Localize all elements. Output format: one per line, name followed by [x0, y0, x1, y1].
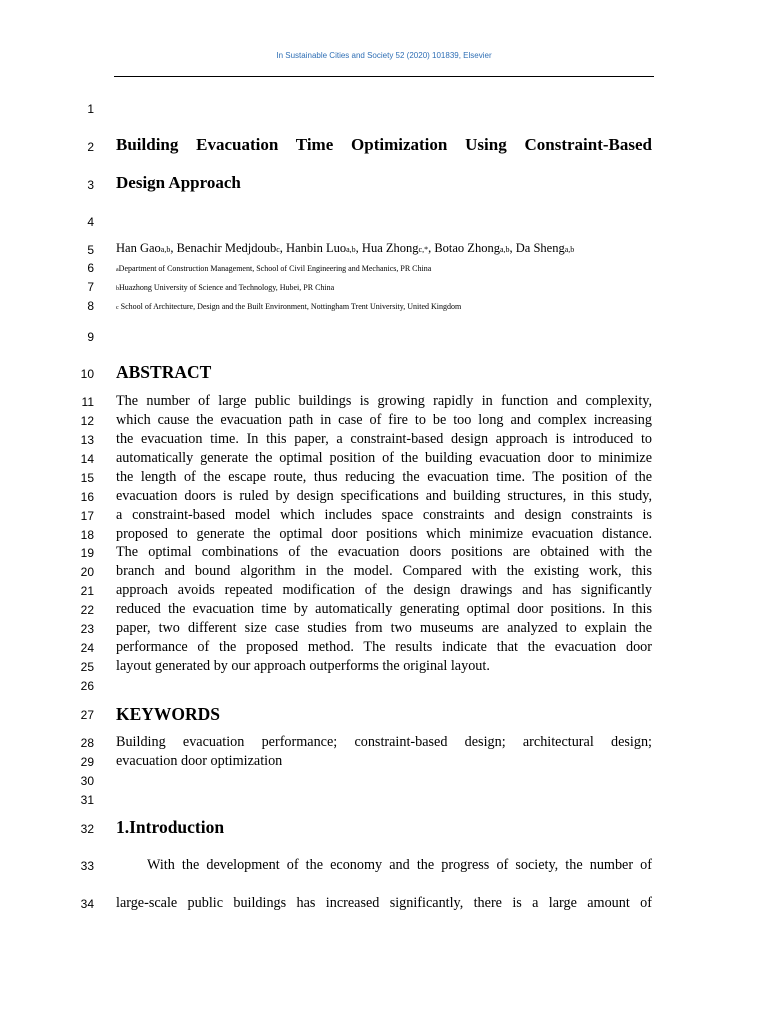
abstract-line: proposed to generate the optimal door positions which minimize evacuation distance.	[116, 526, 652, 542]
author-name: Han Gao	[116, 241, 161, 255]
author-affiliation-mark: a,b	[564, 245, 575, 254]
line-number: 31	[80, 793, 94, 807]
affiliation-text: School of Architecture, Design and the Built Environment, Nottingham Trent University, United Kingdom	[118, 302, 462, 311]
abstract-line: reduced the evacuation time by automatically generating optimal door positions. In this	[116, 601, 652, 617]
affiliation	[116, 302, 652, 311]
abstract-line: The optimal combinations of the evacuation doors positions are obtained with the	[116, 544, 652, 560]
affiliation-mark: c	[116, 305, 119, 311]
paper-title-line-1: Building Evacuation Time Optimization Using Constraint-Based	[116, 135, 652, 154]
introduction-heading: 1.Introduction	[116, 817, 225, 837]
line-number: 22	[80, 603, 94, 617]
author-separator: ,	[279, 241, 287, 255]
affiliation-text: Huazhong University of Science and Technology, Hubei, PR China	[119, 283, 335, 292]
line-number: 5	[87, 243, 94, 257]
line-number: 30	[80, 774, 94, 788]
abstract-line: paper, two different size case studies from two museums are analyzed to explain the	[116, 620, 652, 636]
affiliation-mark: a	[116, 267, 119, 273]
abstract-line: The number of large public buildings is growing rapidly in function and complexity,	[116, 393, 652, 409]
line-number: 24	[80, 641, 94, 655]
abstract-line: automatically generate the optimal position of the building evacuation door to minimize	[116, 450, 652, 466]
line-number: 17	[80, 509, 94, 523]
line-number: 18	[80, 528, 94, 542]
line-number: 21	[80, 584, 94, 598]
line-number: 26	[80, 679, 94, 693]
line-number: 8	[87, 299, 94, 313]
author-affiliation-mark: a,b	[346, 245, 356, 254]
author-affiliation-mark: c,*	[418, 245, 429, 254]
line-number: 32	[80, 822, 94, 836]
line-number: 16	[80, 490, 94, 504]
line-number: 11	[81, 395, 94, 409]
keywords-line: Building evacuation performance; constraint-based design; architectural design;	[116, 734, 652, 750]
introduction-line: With the development of the economy and the progress of society, the number of	[147, 857, 652, 873]
author-separator: ,	[428, 241, 435, 255]
line-number: 27	[80, 708, 94, 722]
abstract-line: the length of the escape route, thus reducing the evacuation time. The position of the	[116, 469, 652, 485]
abstract-line: which cause the evacuation path in case of fire to be too long and complex increasing	[116, 412, 652, 428]
line-number: 6	[87, 261, 94, 275]
abstract-heading: ABSTRACT	[116, 362, 212, 382]
line-number: 29	[80, 755, 94, 769]
line-number: 2	[87, 140, 94, 154]
line-number: 3	[87, 178, 94, 192]
author-name: Benachir Medjdoub	[176, 241, 277, 255]
line-number: 13	[80, 433, 94, 447]
affiliation-mark: b	[116, 286, 119, 292]
line-number: 19	[80, 546, 94, 560]
line-number: 15	[80, 471, 94, 485]
author-affiliation-mark: a,b	[160, 245, 171, 254]
line-number: 28	[80, 736, 94, 750]
abstract-line: layout generated by our approach outperforms the original layout.	[116, 658, 490, 674]
line-number: 33	[80, 859, 94, 873]
paper-title-line-2: Design Approach	[116, 173, 241, 192]
abstract-line: performance of the proposed method. The results indicate that the evacuation door	[116, 639, 652, 655]
author-separator: ,	[170, 241, 177, 255]
line-number: 14	[80, 452, 94, 466]
author-separator: ,	[355, 241, 362, 255]
line-number: 7	[87, 280, 94, 294]
abstract-line: evacuation doors is ruled by design specifications and building structures, in this study,	[116, 488, 652, 504]
line-number: 10	[80, 367, 94, 381]
affiliation	[116, 264, 652, 273]
affiliation-text: Department of Construction Management, School of Civil Engineering and Mechanics, PR China	[118, 264, 432, 273]
abstract-line: a constraint-based model which includes space constraints and design constraints is	[116, 507, 652, 523]
journal-citation[interactable]: In Sustainable Cities and Society 52 (2020) 101839, Elsevier	[276, 51, 492, 60]
affiliation	[116, 283, 652, 292]
author-name: Hua Zhong	[361, 241, 419, 255]
line-number: 12	[80, 414, 94, 428]
author-name: Da Sheng	[515, 241, 565, 255]
line-number: 9	[87, 330, 94, 344]
line-number: 23	[80, 622, 94, 636]
introduction-line: large-scale public buildings has increased significantly, there is a large amount of	[116, 895, 652, 911]
abstract-line: the evacuation time. In this paper, a constraint-based design approach is introduced to	[116, 431, 652, 447]
keywords-heading: KEYWORDS	[116, 704, 221, 724]
line-number: 25	[80, 660, 94, 674]
abstract-line: branch and bound algorithm in the model. Compared with the existing work, this	[116, 563, 652, 579]
author-affiliation-mark: c	[276, 245, 280, 254]
line-number: 20	[80, 565, 94, 579]
author-name: Hanbin Luo	[286, 241, 347, 255]
line-number: 34	[80, 897, 94, 911]
author-separator: ,	[509, 241, 516, 255]
line-number: 4	[87, 215, 94, 229]
abstract-line: approach avoids repeated modification of the design drawings and has significantly	[116, 582, 652, 598]
line-number: 1	[87, 102, 94, 116]
header-rule	[114, 76, 654, 77]
author-affiliation-mark: a,b	[499, 245, 510, 254]
keywords-line: evacuation door optimization	[116, 753, 283, 769]
author-name: Botao Zhong	[434, 241, 500, 255]
author-list	[116, 241, 652, 256]
